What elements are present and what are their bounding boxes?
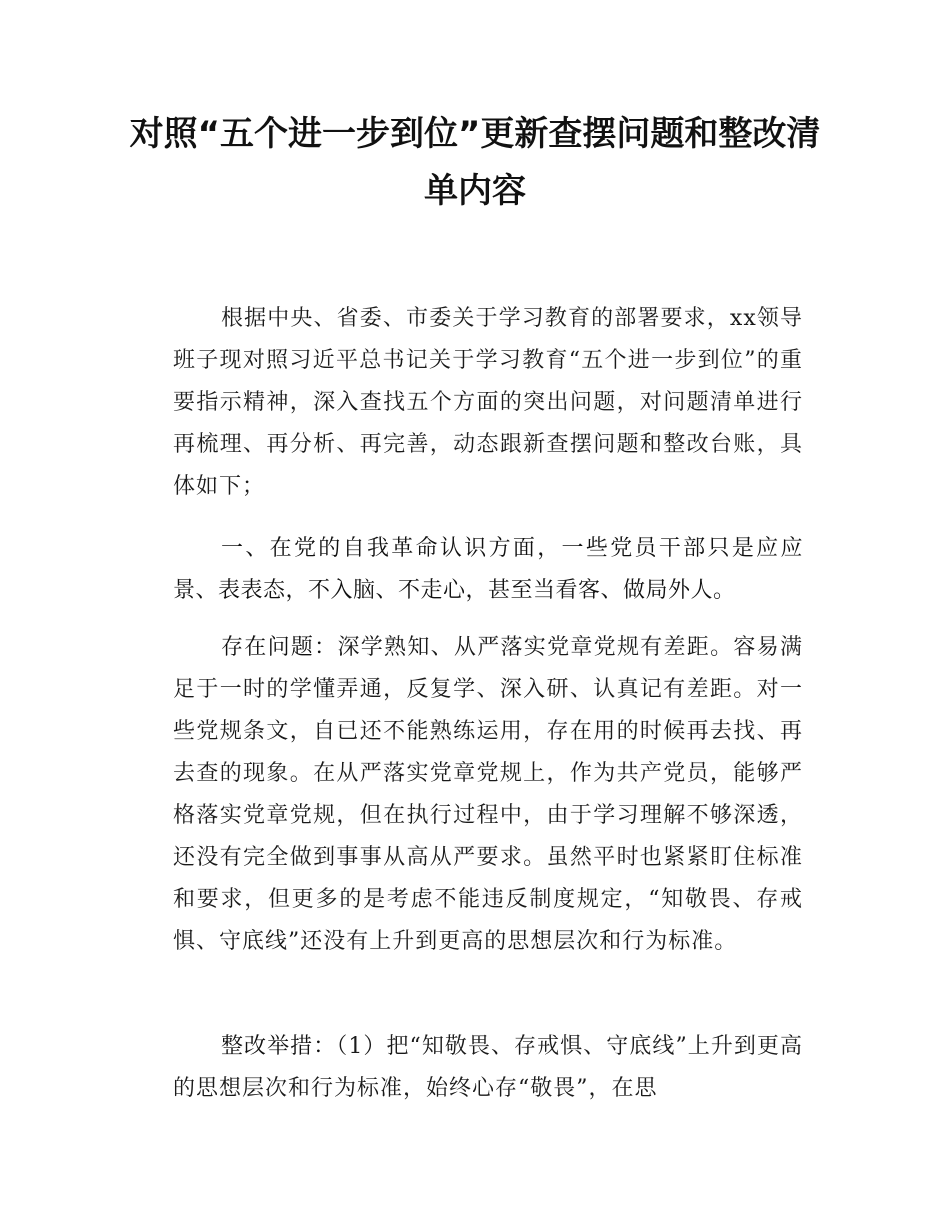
measure-text: （1）把“知敬畏、存戒惧、守底线”上升到更高的思想层次和行为标准，始终心存“敬畏”，在思 bbox=[173, 1034, 803, 1101]
section-heading: 一、在党的自我革命认识方面，一些党员干部只是应应景、表表态，不入脑、不走心，甚至当看客、做局外人。 bbox=[173, 536, 803, 603]
document-title: 对照“五个进一步到位”更新查摆问题和整改清单内容 bbox=[129, 114, 821, 211]
problem-paragraph bbox=[173, 627, 803, 963]
intro-paragraph: 根据中央、省委、市委关于学习教育的部署要求，xx领导班子现对照习近平总书记关于学习教育“五个进一步到位”的重要指示精神，深入查找五个方面的突出问题，对问题清单进行再梳理、再分析、再完善，动态跟新查摆问题和整改台账，具体如下； bbox=[173, 306, 803, 499]
problem-label: 存在问题： bbox=[221, 635, 338, 660]
measure-paragraph bbox=[173, 1026, 803, 1110]
problem-text: 深学熟知、从严落实党章党规有差距。容易满足于一时的学懂弄通，反复学、深入研、认真记有差距。对一些党规条文，自已还不能熟练运用，存在用的时候再去找、再去查的现象。在从严落实党章党规上，作为共产党员，能够严格落实党章党规，但在执行过程中，由于学习理解不够深透，还没有完全做到事事从高从严要求。虽然平时也紧紧盯住标准和要求，但更多的是考虑不能违反制度规定，“知敬畏、存戒惧、守底线”还没有上升到更高的思想层次和行为标准。 bbox=[173, 635, 803, 954]
measure-label: 整改举措： bbox=[221, 1034, 337, 1059]
